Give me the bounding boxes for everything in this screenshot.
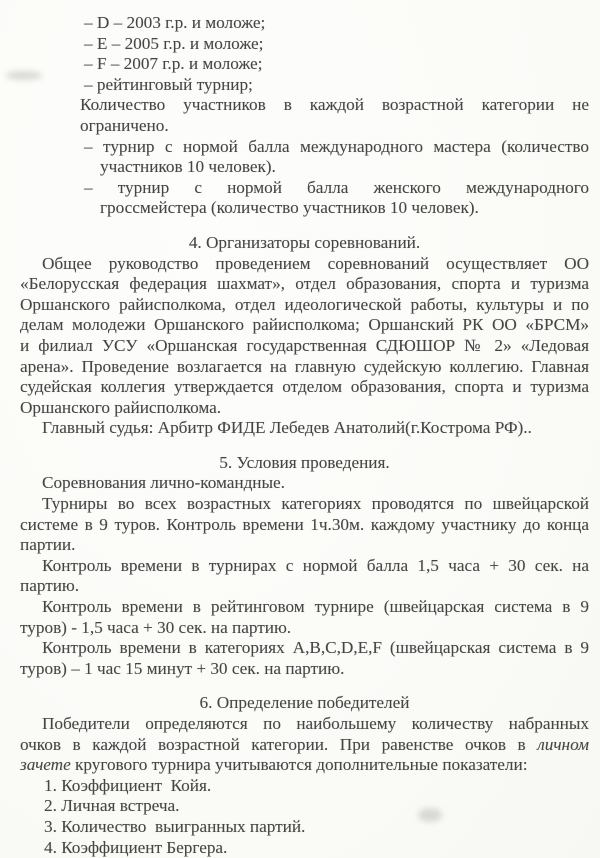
- text-segment: 6. Определение победителей: [199, 693, 410, 713]
- text-segment: – рейтинговый турнир;: [84, 74, 253, 94]
- italic-text: личном: [537, 734, 589, 754]
- text-segment: 1. Коэффициент Койя.: [44, 775, 212, 795]
- paragraph-line: [42, 597, 589, 618]
- paragraph-line: [20, 315, 589, 336]
- text-segment: 4. Коэффициент Бергера.: [44, 837, 228, 857]
- paragraph-line: [20, 377, 589, 398]
- list-item: [84, 54, 589, 75]
- paragraph-line: [42, 494, 589, 515]
- text-segment: 5. Условия проведения.: [219, 452, 390, 472]
- text-segment: гроссмейстера (количество участников 10 человек).: [100, 198, 479, 218]
- text-segment: 3. Количество выигранных партий.: [44, 816, 306, 836]
- numbered-item: [44, 776, 589, 797]
- paragraph-line: [42, 638, 589, 659]
- list-item: [84, 178, 589, 199]
- text-segment: – турнир с нормой балла женского международного: [84, 177, 589, 197]
- text-segment: партию.: [20, 576, 80, 596]
- paragraph-line: [20, 398, 589, 419]
- paragraph-line: [42, 556, 589, 577]
- list-item: [84, 34, 589, 55]
- paragraph-line: [20, 576, 589, 597]
- text-segment: 2. Личная встреча.: [44, 796, 180, 816]
- numbered-item: [44, 817, 589, 838]
- text-segment: Победители определяются по наибольшему количеству набранных: [42, 714, 589, 733]
- section-heading: [20, 453, 589, 474]
- text-segment: Количество участников в каждой возрастной категории не: [80, 95, 589, 115]
- paragraph-line: [20, 274, 589, 295]
- italic-text: зачете: [20, 755, 71, 775]
- text-segment: Контроль времени в турнирах с нормой балла 1,5 часа + 30 сек. на: [42, 555, 589, 575]
- text-segment: «Белорусская федерация шахмат», отдел образования, спорта и туризма: [20, 274, 589, 294]
- text-segment: арена». Проведение возлагается на главную судейскую коллегию. Главная: [20, 356, 589, 376]
- paragraph-line: [80, 95, 589, 116]
- text-segment: кругового турнира учитываются дополнительные показатели:: [70, 755, 528, 775]
- numbered-item: [44, 796, 589, 817]
- text-segment: – E – 2005 г.р. и моложе;: [84, 33, 264, 53]
- text-segment: судейская коллегия утверждается отделом образования, спорта и туризма: [20, 377, 589, 397]
- text-segment: Соревнования лично-командные.: [42, 473, 285, 493]
- paragraph-line: [20, 357, 589, 378]
- text-segment: 4. Организаторы соревнований.: [188, 232, 421, 252]
- text-segment: Оршанского райисполкома.: [20, 397, 222, 417]
- text-segment: – турнир с нормой балла международного мастера (количество: [84, 136, 589, 156]
- list-item: [84, 13, 589, 34]
- list-item: [84, 137, 589, 158]
- text-segment: делам молодежи Оршанского райисполкома; Оршанский РК ОО «БРСМ»: [20, 315, 589, 335]
- list-item-continuation: [100, 198, 589, 219]
- paragraph-line: [42, 714, 589, 735]
- paragraph-line: [20, 515, 589, 536]
- paragraph-line: [42, 473, 589, 494]
- text-segment: Контроль времени в категориях A,B,C,D,E,F (швейцарская система в 9: [42, 638, 589, 658]
- list-item-continuation: [100, 157, 589, 178]
- text-segment: Контроль времени в рейтинговом турнире (швейцарская система в 9: [42, 597, 589, 617]
- text-segment: туров) – 1 час 15 минут + 30 сек. на партию.: [20, 658, 345, 678]
- text-segment: туров) - 1,5 часа + 30 сек. на партию.: [20, 617, 292, 637]
- paragraph-line: [20, 535, 589, 556]
- text-segment: – F – 2007 г.р. и моложе;: [84, 54, 263, 74]
- text-segment: – D – 2003 г.р. и моложе;: [84, 13, 266, 32]
- paragraph-line: [20, 618, 589, 639]
- paragraph-line: [20, 659, 589, 680]
- scan-smudge: [6, 71, 42, 80]
- text-segment: Турниры во всех возрастных категориях проводятся по швейцарской: [42, 494, 589, 514]
- text-segment: Общее руководство проведением соревнований осуществляет ОО: [42, 253, 589, 273]
- paragraph-line: [20, 735, 589, 756]
- section-heading: [20, 693, 589, 714]
- list-item: [84, 75, 589, 96]
- numbered-item: [44, 838, 589, 858]
- paragraph-line: [20, 755, 589, 776]
- text-segment: Оршанского райисполкома, отдел идеологической работы, культуры и по: [20, 294, 589, 314]
- text-segment: Главный судья: Арбитр ФИДЕ Лебедев Анатолий(г.Кострома РФ)..: [42, 418, 532, 438]
- text-segment: очков в каждой возрастной категории. При равенстве очков в: [20, 734, 538, 754]
- paragraph-line: [42, 418, 589, 439]
- text-segment: участников 10 человек).: [100, 157, 276, 177]
- paragraph-line: [80, 116, 589, 137]
- paragraph-line: [20, 336, 589, 357]
- text-segment: системе в 9 туров. Контроль времени 1ч.30м. каждому участнику до конца: [20, 514, 589, 534]
- section-heading: [20, 233, 589, 254]
- text-segment: партии.: [20, 535, 76, 555]
- paragraph-line: [42, 254, 589, 275]
- text-segment: ограничено.: [80, 115, 169, 135]
- paragraph-line: [20, 295, 589, 316]
- text-segment: и филиал УСУ «Оршанская государственная СДЮШОР № 2» «Ледовая: [20, 335, 589, 355]
